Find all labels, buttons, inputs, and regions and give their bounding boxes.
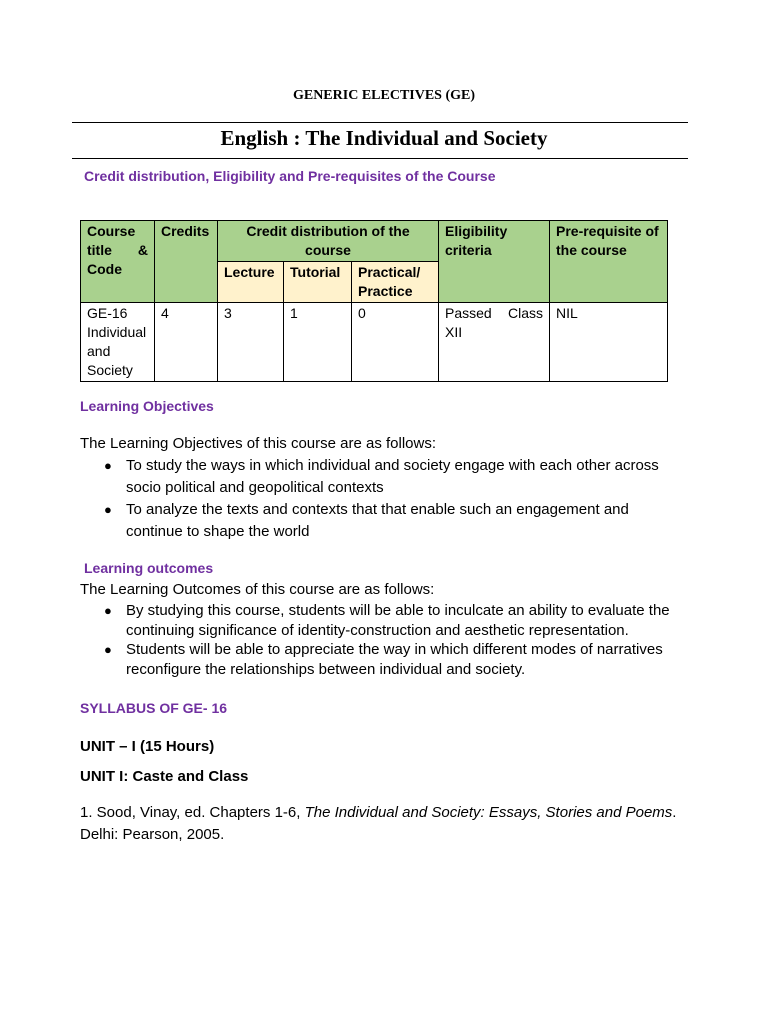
cell-tutorial: 1 xyxy=(284,303,352,382)
header-credits: Credits xyxy=(155,221,218,303)
header-eligibility: Eligibility criteria xyxy=(439,221,550,303)
cell-course: GE-16 Individual and Society xyxy=(81,303,155,382)
credit-section-heading: Credit distribution, Eligibility and Pre-requisites of the Course xyxy=(84,168,496,184)
learning-objectives-heading: Learning Objectives xyxy=(80,398,214,414)
header-course-title-code: Course title & Code xyxy=(81,221,155,303)
reading-citation: 1. Sood, Vinay, ed. Chapters 1-6, The Individual and Society: Essays, Stories and Poems. Delhi: Pearson, 2005. xyxy=(80,804,677,843)
credit-table xyxy=(80,220,668,382)
course-title: English : The Individual and Society xyxy=(220,126,548,150)
book-title: The Individual and Society: Essays, Stories and Poems xyxy=(304,804,673,821)
syllabus-heading: SYLLABUS OF GE- 16 xyxy=(80,700,228,716)
list-item: ● To analyze the texts and contexts that that enable such an engagement and continue to shape the world xyxy=(104,501,629,540)
list-item: ● To study the ways in which individual and society engage with each other across socio political and geopolitical contexts xyxy=(104,457,659,496)
cell-prerequisite: NIL xyxy=(550,303,668,382)
list-item: ● By studying this course, students will be able to inculcate an ability to evaluate the continuing significance of identity-construction and aesthetic representation. xyxy=(104,602,670,639)
unit-title: UNIT I: Caste and Class xyxy=(80,768,249,785)
learning-objectives-list xyxy=(104,455,664,543)
bullet-icon: ● xyxy=(104,642,112,657)
list-item: ● Students will be able to appreciate the way in which different modes of narratives reconfigure the relationships between individual and society. xyxy=(104,641,663,678)
bullet-icon: ● xyxy=(104,603,112,618)
unit-hours: UNIT – I (15 Hours) xyxy=(80,738,215,755)
learning-outcomes-intro: The Learning Outcomes of this course are as follows: xyxy=(80,581,435,598)
header-prerequisite: Pre-requisite of the course xyxy=(550,221,668,303)
section-title: GENERIC ELECTIVES (GE) xyxy=(292,88,476,103)
header-credit-distribution: Credit distribution of the course xyxy=(218,221,439,262)
learning-outcomes-heading: Learning outcomes xyxy=(84,560,214,576)
header-lecture: Lecture xyxy=(218,262,284,303)
top-divider xyxy=(72,122,688,123)
cell-credits: 4 xyxy=(155,303,218,382)
header-practical: Practical/ Practice xyxy=(352,262,439,303)
bullet-icon: ● xyxy=(104,502,112,517)
cell-eligibility: Passed Class XII xyxy=(439,303,550,382)
bottom-divider xyxy=(72,158,688,159)
learning-outcomes-list xyxy=(104,601,704,679)
header-tutorial: Tutorial xyxy=(284,262,352,303)
bullet-icon: ● xyxy=(104,458,112,473)
cell-lecture: 3 xyxy=(218,303,284,382)
learning-objectives-intro: The Learning Objectives of this course are as follows: xyxy=(80,435,437,452)
cell-practical: 0 xyxy=(352,303,439,382)
